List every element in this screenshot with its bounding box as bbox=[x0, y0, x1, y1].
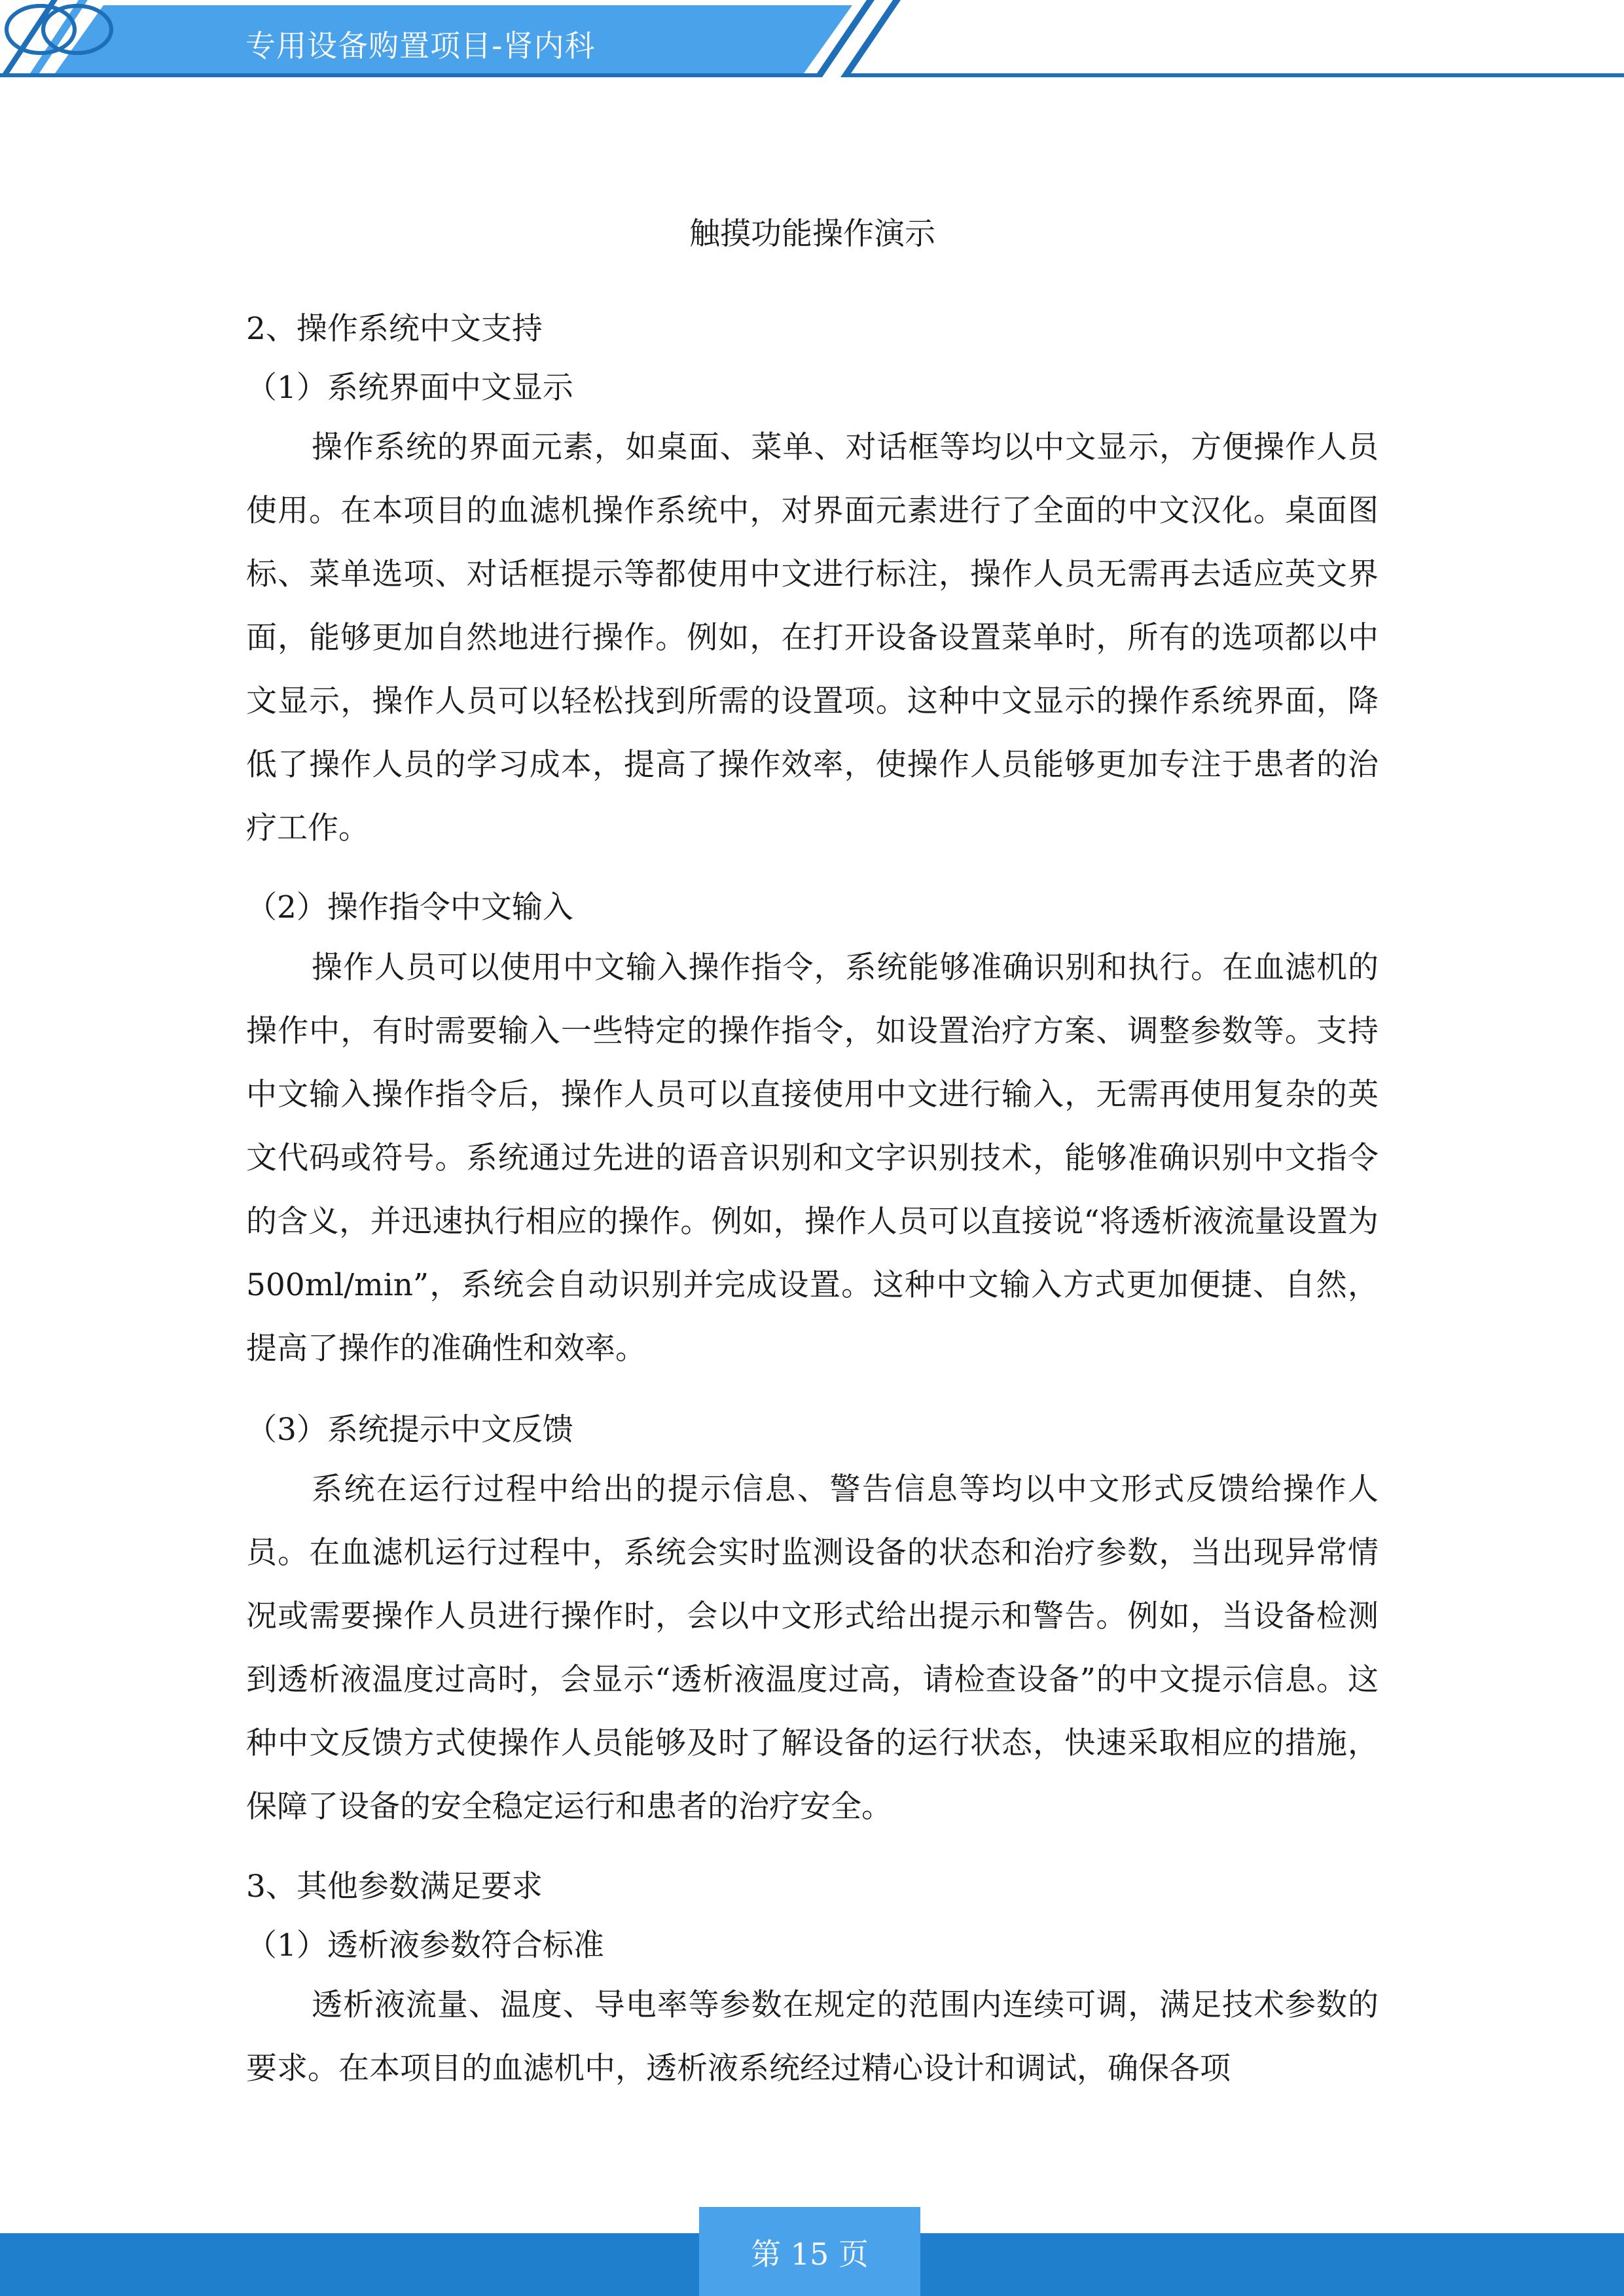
header-stripe-4 bbox=[840, 0, 901, 77]
subsection-title-2-2: （2）操作指令中文输入 bbox=[246, 889, 573, 925]
page-number: 第 15 页 bbox=[751, 2236, 869, 2272]
header-decoration bbox=[0, 0, 1624, 85]
subsection-title-2-1: （1）系统界面中文显示 bbox=[246, 370, 573, 406]
header-title: 专用设备购置项目-肾内科 bbox=[245, 28, 596, 63]
section-heading-2: 2、操作系统中文支持 bbox=[246, 311, 543, 347]
header-baseline-right bbox=[844, 73, 1624, 77]
paragraph-2-3: 系统在运行过程中给出的提示信息、警告信息等均以中文形式反馈给操作人员。在血滤机运行过程中，系统会实时监测设备的状态和治疗参数，当出现异常情况或需要操作人员进行操作时，会以中文形式给出提示和警告。例如，当设备检测到透析液温度过高时，会显示“透析液温度过高，请检查设备”的中文提示信息。这种中文反馈方式使操作人员能够及时了解设备的运行状态，快速采取相应的措施，保障了设备的安全稳定运行和患者的治疗安全。 bbox=[246, 1471, 1379, 1825]
interlocked-rings-icon bbox=[0, 0, 118, 59]
page-header bbox=[0, 0, 1624, 85]
paragraph-2-2: 操作人员可以使用中文输入操作指令，系统能够准确识别和执行。在血滤机的操作中，有时需要输入一些特定的操作指令，如设置治疗方案、调整参数等。支持中文输入操作指令后，操作人员可以直接使用中文进行输入，无需再使用复杂的英文代码或符号。系统通过先进的语音识别和文字识别技术，能够准确识别中文指令的含义，并迅速执行相应的操作。例如，操作人员可以直接说“将透析液流量设置为500ml/min”，系统会自动识别并完成设置。这种中文输入方式更加便捷、自然，提高了操作的准确性和效率。 bbox=[246, 950, 1379, 1367]
paragraph-2-1: 操作系统的界面元素，如桌面、菜单、对话框等均以中文显示，方便操作人员使用。在本项目的血滤机操作系统中，对界面元素进行了全面的中文汉化。桌面图标、菜单选项、对话框提示等都使用中文进行标注，操作人员无需再去适应英文界面，能够更加自然地进行操作。例如，在打开设备设置菜单时，所有的选项都以中文显示，操作人员可以轻松找到所需的设置项。这种中文显示的操作系统界面，降低了操作人员的学习成本，提高了操作效率，使操作人员能够更加专注于患者的治疗工作。 bbox=[246, 429, 1379, 846]
subsection-title-2-3: （3）系统提示中文反馈 bbox=[246, 1412, 573, 1448]
header-baseline-left bbox=[0, 73, 818, 77]
paragraph-3-1: 透析液流量、温度、导电率等参数在规定的范围内连续可调，满足技术参数的要求。在本项目的血滤机中，透析液系统经过精心设计和调试，确保各项 bbox=[246, 1987, 1379, 2087]
subsection-title-3-1: （1）透析液参数符合标准 bbox=[246, 1928, 604, 1964]
section-heading-3: 3、其他参数满足要求 bbox=[246, 1869, 543, 1905]
figure-caption: 触摸功能操作演示 bbox=[689, 216, 935, 252]
